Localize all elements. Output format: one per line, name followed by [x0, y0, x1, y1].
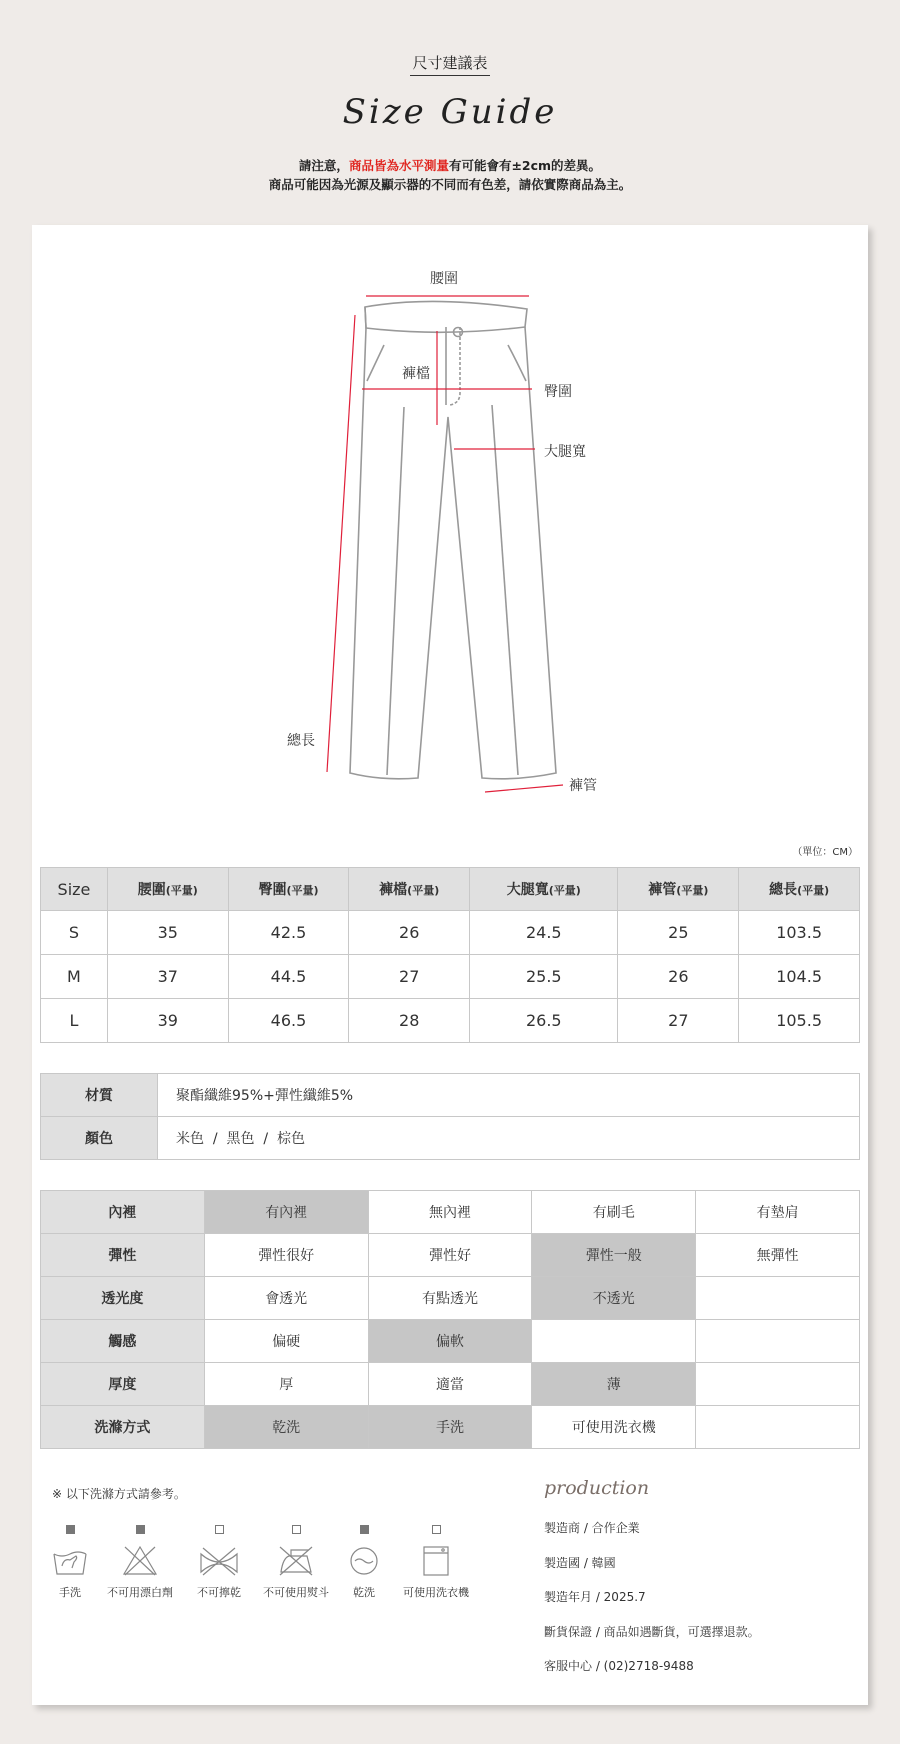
- table-cell: 104.5: [739, 955, 860, 999]
- dry-clean-icon: [348, 1544, 380, 1578]
- table-row: [41, 911, 860, 955]
- subtitle: 尺寸建議表: [0, 52, 900, 73]
- care-label: 不可用漂白劑: [107, 1586, 173, 1599]
- header-hip: 臀圍(平量): [228, 868, 349, 911]
- attribute-label: 透光度: [41, 1277, 205, 1320]
- production-date: 製造年月 / 2025.7: [544, 1590, 646, 1604]
- length-line: [327, 315, 355, 772]
- notice-highlight: 商品皆為水平測量: [348, 158, 449, 173]
- attribute-option: 可使用洗衣機: [532, 1406, 696, 1449]
- material-table: [40, 1073, 860, 1160]
- header-thigh: 大腿寬(平量): [470, 868, 618, 911]
- care-checkbox: [432, 1525, 441, 1534]
- color-row: [41, 1117, 860, 1160]
- care-label: 可使用洗衣機: [403, 1586, 469, 1599]
- attribute-label: 彈性: [41, 1234, 205, 1277]
- material-label: 材質: [41, 1074, 158, 1117]
- hem-line: [485, 785, 563, 792]
- production-service: 客服中心 / (02)2718-9488: [544, 1659, 694, 1673]
- table-cell: 37: [107, 955, 228, 999]
- pants-outline: [350, 301, 556, 778]
- attribute-option: 厚: [204, 1363, 368, 1406]
- attribute-option: 彈性一般: [532, 1234, 696, 1277]
- table-cell: 42.5: [228, 911, 349, 955]
- notice: [0, 156, 900, 194]
- material-value: 聚酯纖維95%+彈性纖維5%: [158, 1074, 860, 1117]
- header: [0, 0, 900, 225]
- size-guide-card: [32, 225, 868, 1705]
- attribute-option: 有墊肩: [696, 1191, 860, 1234]
- attribute-option: 手洗: [368, 1406, 532, 1449]
- production-guarantee: 斷貨保證 / 商品如遇斷貨，可選擇退款。: [544, 1625, 760, 1639]
- attribute-option: 無內裡: [368, 1191, 532, 1234]
- attribute-option: 適當: [368, 1363, 532, 1406]
- size-cell: M: [41, 955, 108, 999]
- header-length: 總長(平量): [739, 868, 860, 911]
- production-manufacturer: 製造商 / 合作企業: [544, 1521, 640, 1535]
- production-country: 製造國 / 韓國: [544, 1556, 616, 1570]
- color-value: 米色 / 黑色 / 棕色: [158, 1117, 860, 1160]
- table-cell: 44.5: [228, 955, 349, 999]
- header-waist: 腰圍(平量): [107, 868, 228, 911]
- attribute-row: [41, 1191, 860, 1234]
- table-cell: 26: [349, 911, 470, 955]
- attribute-option: 會透光: [204, 1277, 368, 1320]
- care-hand-wash: [46, 1525, 94, 1600]
- rise-label: 褲檔: [402, 366, 430, 382]
- table-cell: 46.5: [228, 999, 349, 1043]
- table-cell: 26: [618, 955, 739, 999]
- attribute-option: 彈性好: [368, 1234, 532, 1277]
- page-title: Size Guide: [342, 92, 558, 132]
- hip-label: 臀圍: [544, 384, 572, 400]
- care-checkbox: [292, 1525, 301, 1534]
- header-hem: 褲管(平量): [618, 868, 739, 911]
- color-label: 顏色: [41, 1117, 158, 1160]
- hem-label: 褲管: [569, 778, 597, 794]
- attribute-option: 有刷毛: [532, 1191, 696, 1234]
- attribute-table: [40, 1190, 860, 1449]
- attribute-label: 洗滌方式: [41, 1406, 205, 1449]
- attribute-option: 乾洗: [204, 1406, 368, 1449]
- size-cell: S: [41, 911, 108, 955]
- attribute-row: [41, 1234, 860, 1277]
- material-row: [41, 1074, 860, 1117]
- table-cell: 24.5: [470, 911, 618, 955]
- care-washing-machine: [394, 1525, 478, 1600]
- attribute-option: 彈性很好: [204, 1234, 368, 1277]
- table-cell: 35: [107, 911, 228, 955]
- care-no-iron: [258, 1525, 334, 1600]
- care-label: 不可使用熨斗: [263, 1586, 329, 1599]
- care-checkbox: [66, 1525, 75, 1534]
- attribute-option: [532, 1320, 696, 1363]
- table-cell: 27: [618, 999, 739, 1043]
- table-cell: 26.5: [470, 999, 618, 1043]
- notice-pre: 請注意，: [298, 158, 349, 173]
- care-label: 乾洗: [353, 1586, 375, 1599]
- size-table-header: [41, 868, 860, 911]
- attribute-option: 不透光: [532, 1277, 696, 1320]
- no-iron-icon: [277, 1544, 315, 1578]
- notice-line2: 商品可能因為光源及顯示器的不同而有色差，請依實際商品為主。: [268, 177, 632, 192]
- care-dry-clean: [342, 1525, 386, 1600]
- care-no-wring: [192, 1525, 246, 1600]
- table-cell: 39: [107, 999, 228, 1043]
- care-checkbox: [360, 1525, 369, 1534]
- production-title: production: [544, 1477, 650, 1499]
- attribute-row: [41, 1406, 860, 1449]
- attribute-option: [696, 1320, 860, 1363]
- attribute-option: 偏硬: [204, 1320, 368, 1363]
- attribute-option: [696, 1277, 860, 1320]
- attribute-label: 觸感: [41, 1320, 205, 1363]
- attribute-label: 內裡: [41, 1191, 205, 1234]
- size-cell: L: [41, 999, 108, 1043]
- pants-diagram: [32, 225, 868, 815]
- attribute-option: [696, 1363, 860, 1406]
- header-size: Size: [41, 868, 108, 911]
- attribute-option: 有點透光: [368, 1277, 532, 1320]
- thigh-label: 大腿寬: [544, 444, 586, 460]
- care-no-bleach: [102, 1525, 178, 1600]
- no-bleach-icon: [122, 1544, 158, 1578]
- no-wring-icon: [199, 1544, 239, 1578]
- table-cell: 27: [349, 955, 470, 999]
- size-table: [40, 867, 860, 1043]
- care-label: 不可擰乾: [197, 1586, 241, 1599]
- care-checkbox: [136, 1525, 145, 1534]
- hand-wash-icon: [52, 1544, 88, 1578]
- attribute-option: [696, 1406, 860, 1449]
- length-label: 總長: [287, 733, 315, 749]
- attribute-label: 厚度: [41, 1363, 205, 1406]
- unit-note: （單位：CM）: [792, 847, 858, 858]
- attribute-row: [41, 1277, 860, 1320]
- washing-machine-icon: [421, 1544, 451, 1578]
- table-cell: 25: [618, 911, 739, 955]
- table-cell: 105.5: [739, 999, 860, 1043]
- pants-illustration: [32, 225, 868, 815]
- table-cell: 25.5: [470, 955, 618, 999]
- attribute-option: 薄: [532, 1363, 696, 1406]
- care-note: ※ 以下洗滌方式請參考。: [52, 1487, 186, 1501]
- table-row: [41, 999, 860, 1043]
- attribute-row: [41, 1363, 860, 1406]
- table-cell: 103.5: [739, 911, 860, 955]
- table-row: [41, 955, 860, 999]
- attribute-option: 無彈性: [696, 1234, 860, 1277]
- table-cell: 28: [349, 999, 470, 1043]
- care-checkbox: [215, 1525, 224, 1534]
- header-rise: 褲檔(平量): [349, 868, 470, 911]
- waist-label: 腰圍: [430, 271, 458, 287]
- attribute-row: [41, 1320, 860, 1363]
- attribute-option: 偏軟: [368, 1320, 532, 1363]
- attribute-option: 有內裡: [204, 1191, 368, 1234]
- care-label: 手洗: [59, 1586, 81, 1599]
- notice-post: 有可能會有±2cm的差異。: [448, 158, 602, 173]
